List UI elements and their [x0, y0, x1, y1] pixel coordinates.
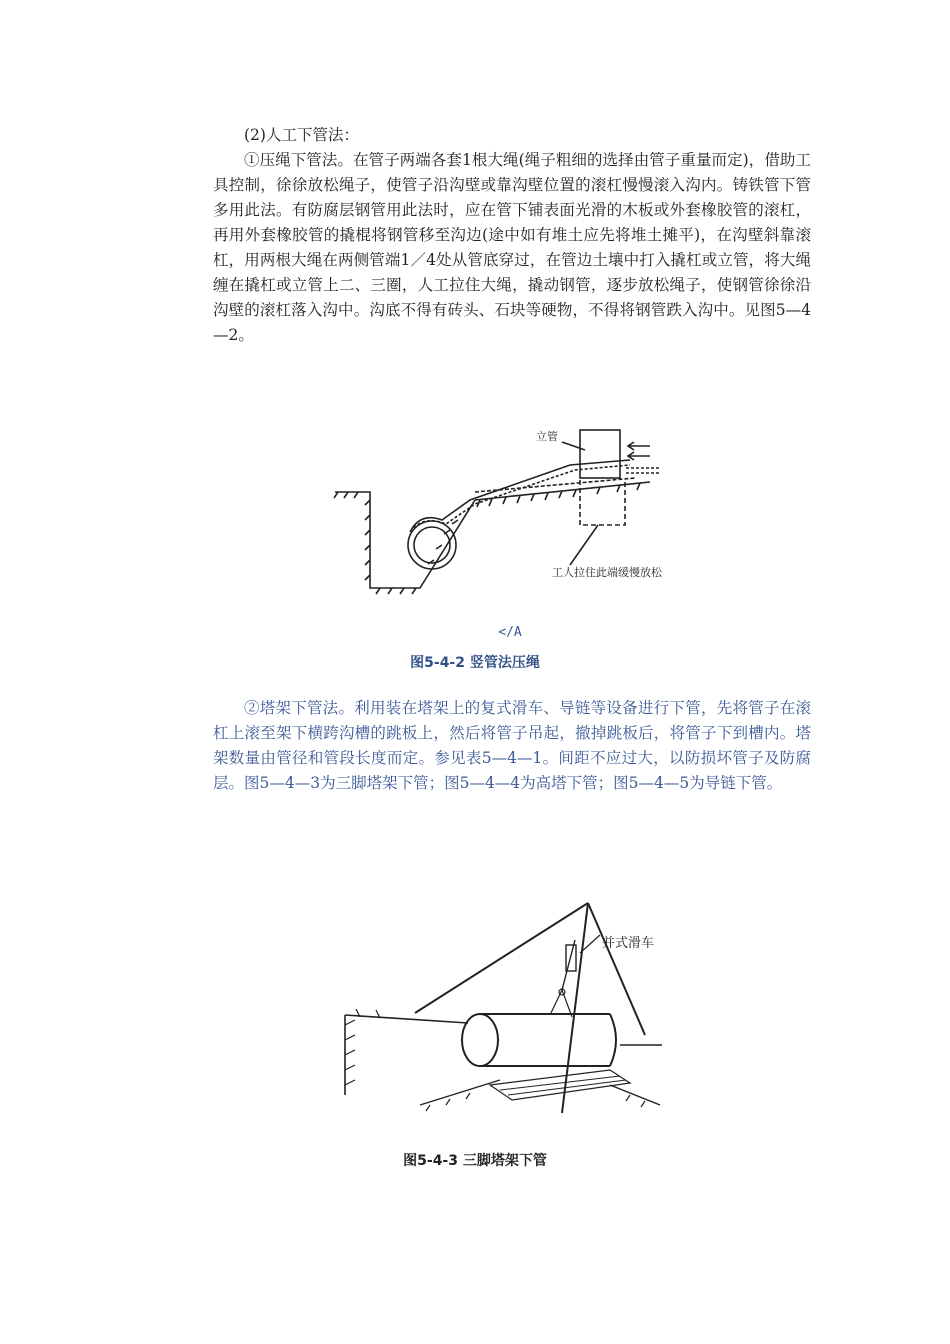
paragraph-rope-method: ①压绳下管法。在管子两端各套1根大绳(绳子粗细的选择由管子重量而定)，借助工具控制，徐徐放松绳子，使管子沿沟壁或靠沟壁位置的滚杠慢慢滚入沟内。铸铁管下管多用此法。有防腐层钢管用此法时，应在管下铺表面光滑的木板或外套橡胶管的滚杠，再用外套橡胶管的撬棍将钢管移至沟边(途中如有堆土应先将堆土摊平)，在沟壁斜靠滚杠，用两根大绳在两侧管端1／4处从管底穿过，在管边土壤中打入撬杠或立管，将大绳缠在撬杠或立管上二、三圈，人工拉住大绳，撬动钢管，逐步放松绳子，使钢管徐徐沿沟壁的滚杠落入沟中。沟底不得有砖头、石块等硬物，不得将钢管跌入沟中。见图5—4—2。 [213, 151, 811, 344]
label-worker-pulls: 工人拉住此端缓慢放松 [552, 566, 662, 579]
label-pulley: 并式滑车 [602, 936, 655, 951]
section-heading: (2)人工下管法： [244, 126, 359, 144]
figure-1-caption: 图5-4-2 竖管法压绳 [410, 655, 540, 671]
figure-tripod-tower-diagram [340, 895, 670, 1130]
figure-rope-lowering-diagram [330, 420, 670, 610]
paragraph-tower-method: ②塔架下管法。利用装在塔架上的复式滑车、导链等设备进行下管，先将管子在滚杠上滚至架下横跨沟槽的跳板上，然后将管子吊起，撤掉跳板后，将管子下到槽内。塔架数量由管径和管段长度而定。参见表5—4—1。间距不应过大，以防损坏管子及防腐层。图5—4—3为三脚塔架下管；图5—4—4为高塔下管；图5—4—5为导链下管。 [213, 699, 811, 792]
figure-2-caption: 图5-4-3 三脚塔架下管 [403, 1153, 547, 1169]
label-riser: 立管 [536, 430, 558, 443]
broken-link-fragment[interactable]: </A [498, 625, 522, 640]
